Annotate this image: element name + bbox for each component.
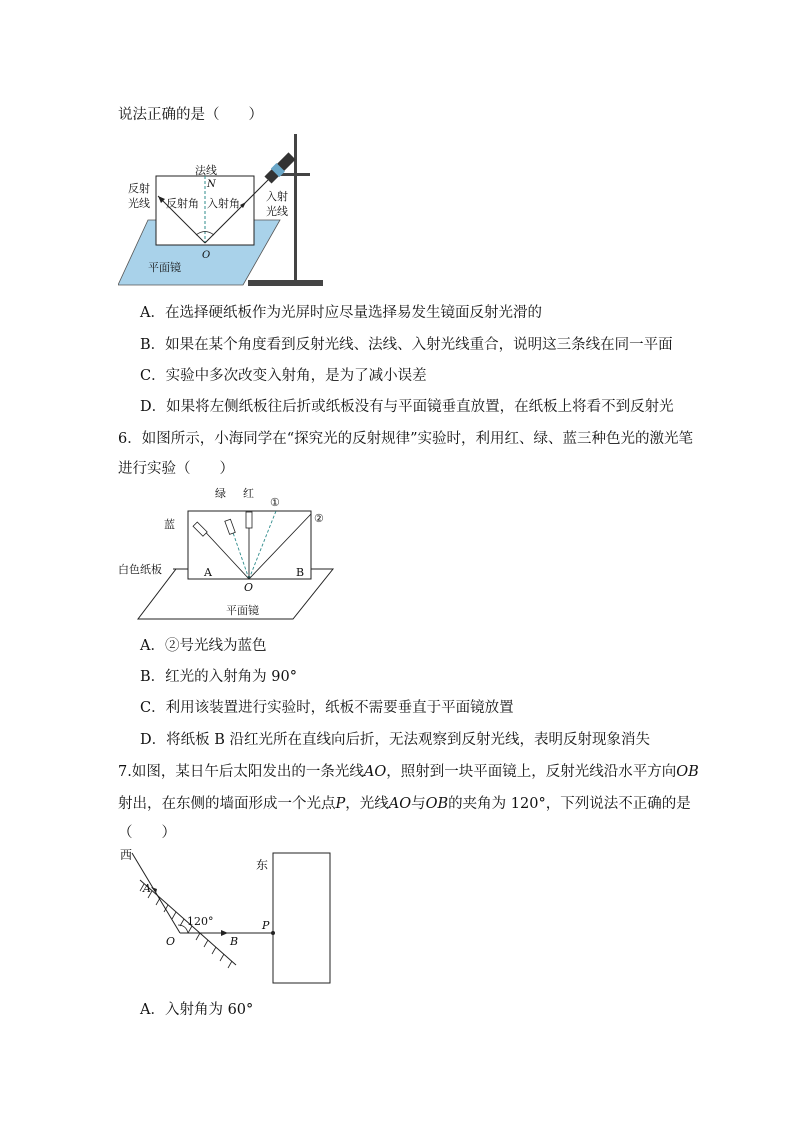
q5-incident-label-1: 入射 [266, 190, 288, 203]
q7-o-label: O [166, 935, 176, 948]
q7-a-label: A [143, 882, 151, 895]
q7-east-label: 东 [256, 858, 269, 872]
q6-option-d: D．将纸板 B 沿红光所在直线向后折，无法观察到反射光线，表明反射现象消失 [140, 732, 650, 748]
q5-reflection-angle-label: 反射角 [166, 197, 199, 210]
q7-stem-line-1 [118, 760, 699, 781]
q7-stem-text-2d: 的夹角为 120°，下列说法不正确的是 [448, 796, 691, 812]
q7-reflected-arrow [221, 930, 228, 936]
q6-circle1-label: ① [270, 496, 280, 509]
q6-circle2-label: ② [314, 512, 324, 525]
q7-stem-text-1b: ，照射到一块平面镜上，反射光线沿水平方向 [386, 764, 677, 780]
q5-stem: 说法正确的是（ ） [118, 107, 263, 123]
q6-blue-label: 蓝 [164, 518, 175, 531]
q5-mirror-label: 平面镜 [148, 261, 181, 274]
q6-figure [118, 484, 338, 624]
q5-normal-label: 法线 [195, 164, 217, 177]
q7-stem-line-3: （ ） [118, 825, 176, 841]
q7-mirror-hatch [140, 884, 232, 968]
q5-o-label: O [202, 250, 211, 261]
q7-point-p [271, 931, 275, 935]
q5-stand-rod [294, 134, 297, 282]
q7-stem-text-2a: 射出，在东侧的墙面形成一个光点 [118, 796, 336, 812]
q6-green-label: 绿 [215, 487, 226, 500]
q7-stem-line-2 [118, 792, 691, 813]
q5-incidence-angle-label: 入射角 [207, 197, 240, 210]
q7-ob-2: OB [425, 796, 449, 812]
q7-stem-text-2b: ，光线 [345, 796, 389, 812]
q5-option-a: A．在选择硬纸板作为光屏时应尽量选择易发生镜面反射光滑的 [140, 305, 542, 321]
q5-option-c: C．实验中多次改变入射角，是为了减小误差 [140, 368, 427, 384]
q6-option-a: A．②号光线为蓝色 [140, 638, 267, 654]
q6-option-b: B．红光的入射角为 90° [140, 669, 297, 685]
q6-a-label: A [204, 566, 212, 579]
q7-stem-text-1a: 7.如图，某日午后太阳发出的一条光线 [118, 764, 364, 780]
q7-b-label: B [230, 935, 239, 948]
q5-reflected-label-2: 光线 [128, 197, 150, 210]
q5-incident-label-2: 光线 [266, 205, 288, 218]
q7-angle-label: 120° [187, 915, 214, 928]
q7-wall [273, 853, 330, 983]
q5-reflected-label-1: 反射 [128, 182, 150, 195]
q7-west-label: 西 [120, 848, 133, 862]
q7-figure [118, 845, 368, 990]
q5-option-d: D．如果将左侧纸板往后折或纸板没有与平面镜垂直放置，在纸板上将看不到反射光 [140, 399, 674, 415]
q6-o-label: O [244, 581, 254, 594]
q7-p-label: P [262, 919, 270, 932]
q7-p: P [335, 796, 346, 812]
q7-ao: AO [363, 764, 387, 780]
q6-stem-line-1: 6．如图所示，小海同学在“探究光的反射规律”实验时，利用红、绿、蓝三种色光的激光笔 [118, 431, 694, 447]
q7-option-a: A．入射角为 60° [140, 1002, 254, 1018]
q5-stand-base [248, 280, 323, 286]
q5-n-label: N [207, 179, 216, 190]
q5-option-b: B．如果在某个角度看到反射光线、法线、入射光线重合，说明这三条线在同一平面 [140, 337, 673, 353]
q6-red-laser [246, 512, 252, 528]
q6-stem-line-2: 进行实验（ ） [118, 461, 234, 477]
q7-ob: OB [676, 764, 699, 780]
q6-board-label: 白色纸板 [118, 563, 162, 576]
q7-ao-2: AO [388, 796, 412, 812]
q6-b-label: B [296, 566, 305, 579]
q5-figure [118, 130, 338, 290]
q6-mirror-label: 平面镜 [226, 604, 259, 617]
q7-stem-text-2c: 与 [411, 796, 426, 812]
q6-option-c: C．利用该装置进行实验时，纸板不需要垂直于平面镜放置 [140, 700, 514, 716]
q5-laser-pen [264, 152, 297, 185]
q6-red-label: 红 [243, 487, 254, 500]
